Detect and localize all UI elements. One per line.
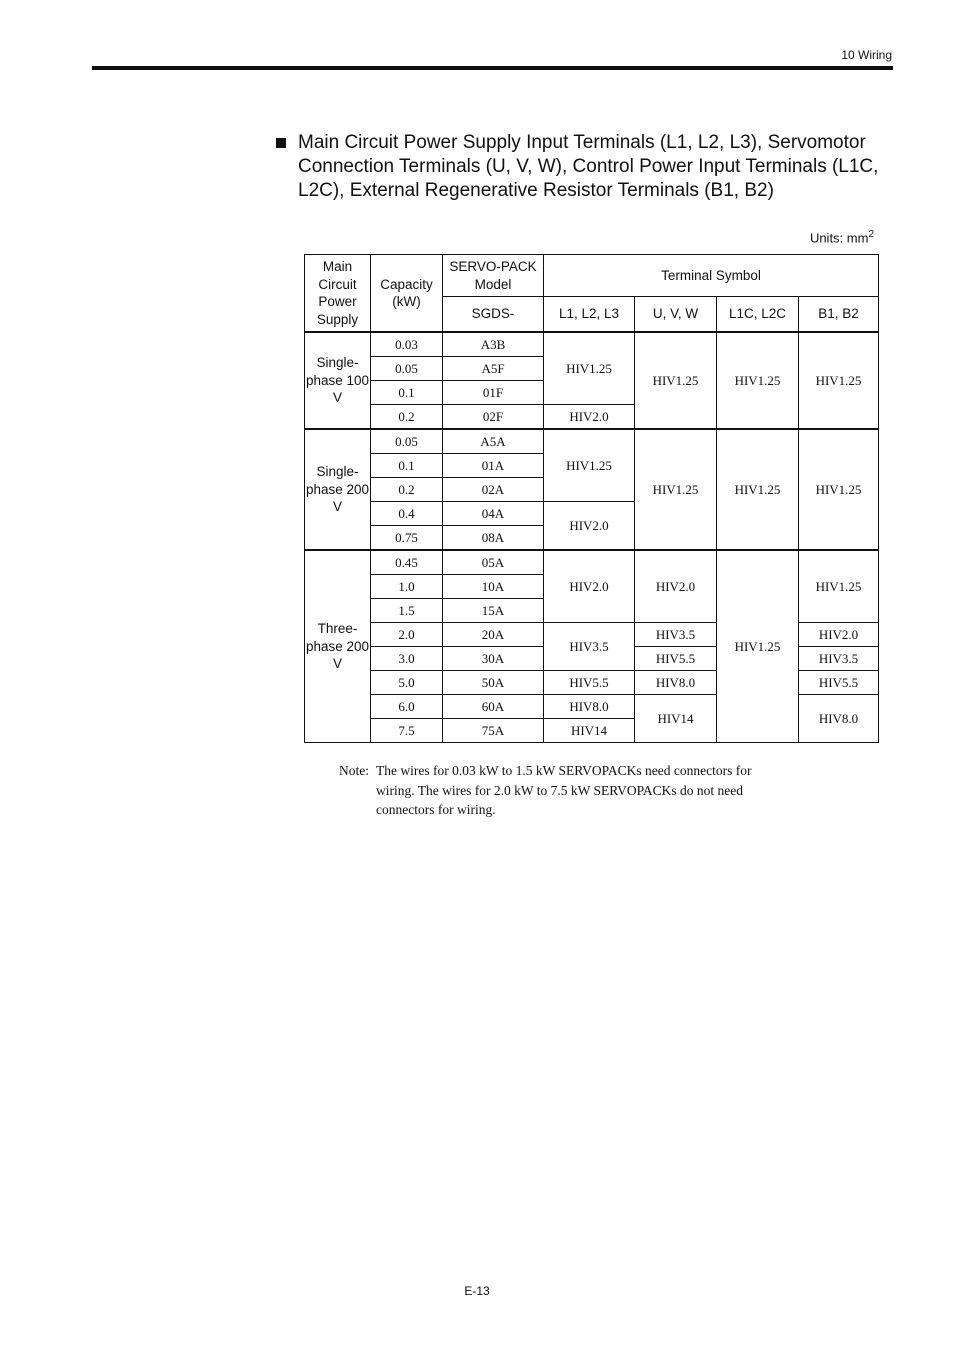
model-cell: A5F — [443, 357, 544, 381]
table-row — [305, 429, 879, 454]
units-label — [810, 229, 874, 245]
l123-cell: HIV14 — [544, 719, 635, 743]
header-l1c-l2c: L1C, L2C — [717, 297, 799, 333]
model-cell: 20A — [443, 623, 544, 647]
capacity-cell: 0.1 — [371, 454, 443, 478]
capacity-cell: 0.2 — [371, 478, 443, 502]
b1b2-cell: HIV5.5 — [799, 671, 879, 695]
uvw-cell: HIV8.0 — [635, 671, 717, 695]
model-cell: 05A — [443, 550, 544, 575]
b1b2-cell: HIV1.25 — [799, 429, 879, 550]
b1b2-cell: HIV1.25 — [799, 332, 879, 429]
capacity-cell: 5.0 — [371, 671, 443, 695]
header-capacity: Capacity (kW) — [371, 255, 443, 333]
group-single-phase-200v — [305, 429, 879, 550]
l123-cell: HIV1.25 — [544, 429, 635, 502]
model-cell: 60A — [443, 695, 544, 719]
table-row — [305, 550, 879, 575]
capacity-cell: 6.0 — [371, 695, 443, 719]
units-exponent: 2 — [868, 229, 874, 240]
group-single-phase-100v — [305, 332, 879, 429]
table-row — [305, 332, 879, 357]
b1b2-cell: HIV1.25 — [799, 550, 879, 623]
model-cell: A5A — [443, 429, 544, 454]
section-heading — [276, 131, 896, 203]
page-number: E-13 — [464, 1284, 490, 1298]
model-cell: 30A — [443, 647, 544, 671]
uvw-cell: HIV14 — [635, 695, 717, 743]
capacity-cell: 0.03 — [371, 332, 443, 357]
l1cl2c-cell: HIV1.25 — [717, 550, 799, 743]
model-cell: A3B — [443, 332, 544, 357]
l1cl2c-cell: HIV1.25 — [717, 429, 799, 550]
model-cell: 01A — [443, 454, 544, 478]
header-b1-b2: B1, B2 — [799, 297, 879, 333]
header-servopack-model: SERVO-PACK Model — [443, 255, 544, 297]
capacity-cell: 0.4 — [371, 502, 443, 526]
model-cell: 04A — [443, 502, 544, 526]
l123-cell: HIV5.5 — [544, 671, 635, 695]
capacity-cell: 0.1 — [371, 381, 443, 405]
b1b2-cell: HIV8.0 — [799, 695, 879, 743]
uvw-cell: HIV1.25 — [635, 332, 717, 429]
header-main-circuit: Main Circuit Power Supply — [305, 255, 371, 333]
l123-cell: HIV2.0 — [544, 502, 635, 551]
l123-cell: HIV2.0 — [544, 405, 635, 430]
model-cell: 15A — [443, 599, 544, 623]
table-note — [339, 761, 789, 820]
capacity-cell: 3.0 — [371, 647, 443, 671]
capacity-cell: 0.05 — [371, 357, 443, 381]
model-cell: 08A — [443, 526, 544, 551]
capacity-cell: 0.75 — [371, 526, 443, 551]
model-cell: 10A — [443, 575, 544, 599]
running-head: 10 Wiring — [841, 48, 892, 62]
section-title: Main Circuit Power Supply Input Terminals (L1, L2, L3), Servomotor Connection Terminals (U, V, W), Control Power Input Terminals (L1C, L2C), External Regenerative Resistor Terminals (B1, B2) — [298, 132, 879, 201]
model-cell: 75A — [443, 719, 544, 743]
model-cell: 50A — [443, 671, 544, 695]
l123-cell: HIV8.0 — [544, 695, 635, 719]
supply-cell: Single-phase 200 V — [305, 429, 371, 550]
uvw-cell: HIV5.5 — [635, 647, 717, 671]
uvw-cell: HIV1.25 — [635, 429, 717, 550]
capacity-cell: 7.5 — [371, 719, 443, 743]
capacity-cell: 2.0 — [371, 623, 443, 647]
capacity-cell: 0.05 — [371, 429, 443, 454]
capacity-cell: 1.0 — [371, 575, 443, 599]
capacity-cell: 0.45 — [371, 550, 443, 575]
l123-cell: HIV2.0 — [544, 550, 635, 623]
note-text: The wires for 0.03 kW to 1.5 kW SERVOPACKs need connectors for wiring. The wires for 2.0 kW to 7.5 kW SERVOPACKs do not need connectors for wiring. — [376, 763, 752, 817]
header-terminal-symbol: Terminal Symbol — [544, 255, 879, 297]
wire-size-table — [304, 254, 879, 743]
header-u-v-w: U, V, W — [635, 297, 717, 333]
capacity-cell: 1.5 — [371, 599, 443, 623]
header-l1-l2-l3: L1, L2, L3 — [544, 297, 635, 333]
model-cell: 01F — [443, 381, 544, 405]
l123-cell: HIV3.5 — [544, 623, 635, 671]
l1cl2c-cell: HIV1.25 — [717, 332, 799, 429]
uvw-cell: HIV2.0 — [635, 550, 717, 623]
note-label: Note: — [339, 763, 369, 778]
model-cell: 02A — [443, 478, 544, 502]
b1b2-cell: HIV3.5 — [799, 647, 879, 671]
uvw-cell: HIV3.5 — [635, 623, 717, 647]
l123-cell: HIV1.25 — [544, 332, 635, 405]
header-rule — [92, 66, 893, 70]
b1b2-cell: HIV2.0 — [799, 623, 879, 647]
capacity-cell: 0.2 — [371, 405, 443, 430]
supply-cell: Single-phase 100 V — [305, 332, 371, 429]
header-sgds: SGDS- — [443, 297, 544, 333]
units-text: Units: mm — [809, 230, 869, 246]
model-cell: 02F — [443, 405, 544, 430]
group-three-phase-200v — [305, 550, 879, 743]
supply-cell: Three-phase 200 V — [305, 550, 371, 743]
square-bullet-icon — [276, 138, 286, 148]
